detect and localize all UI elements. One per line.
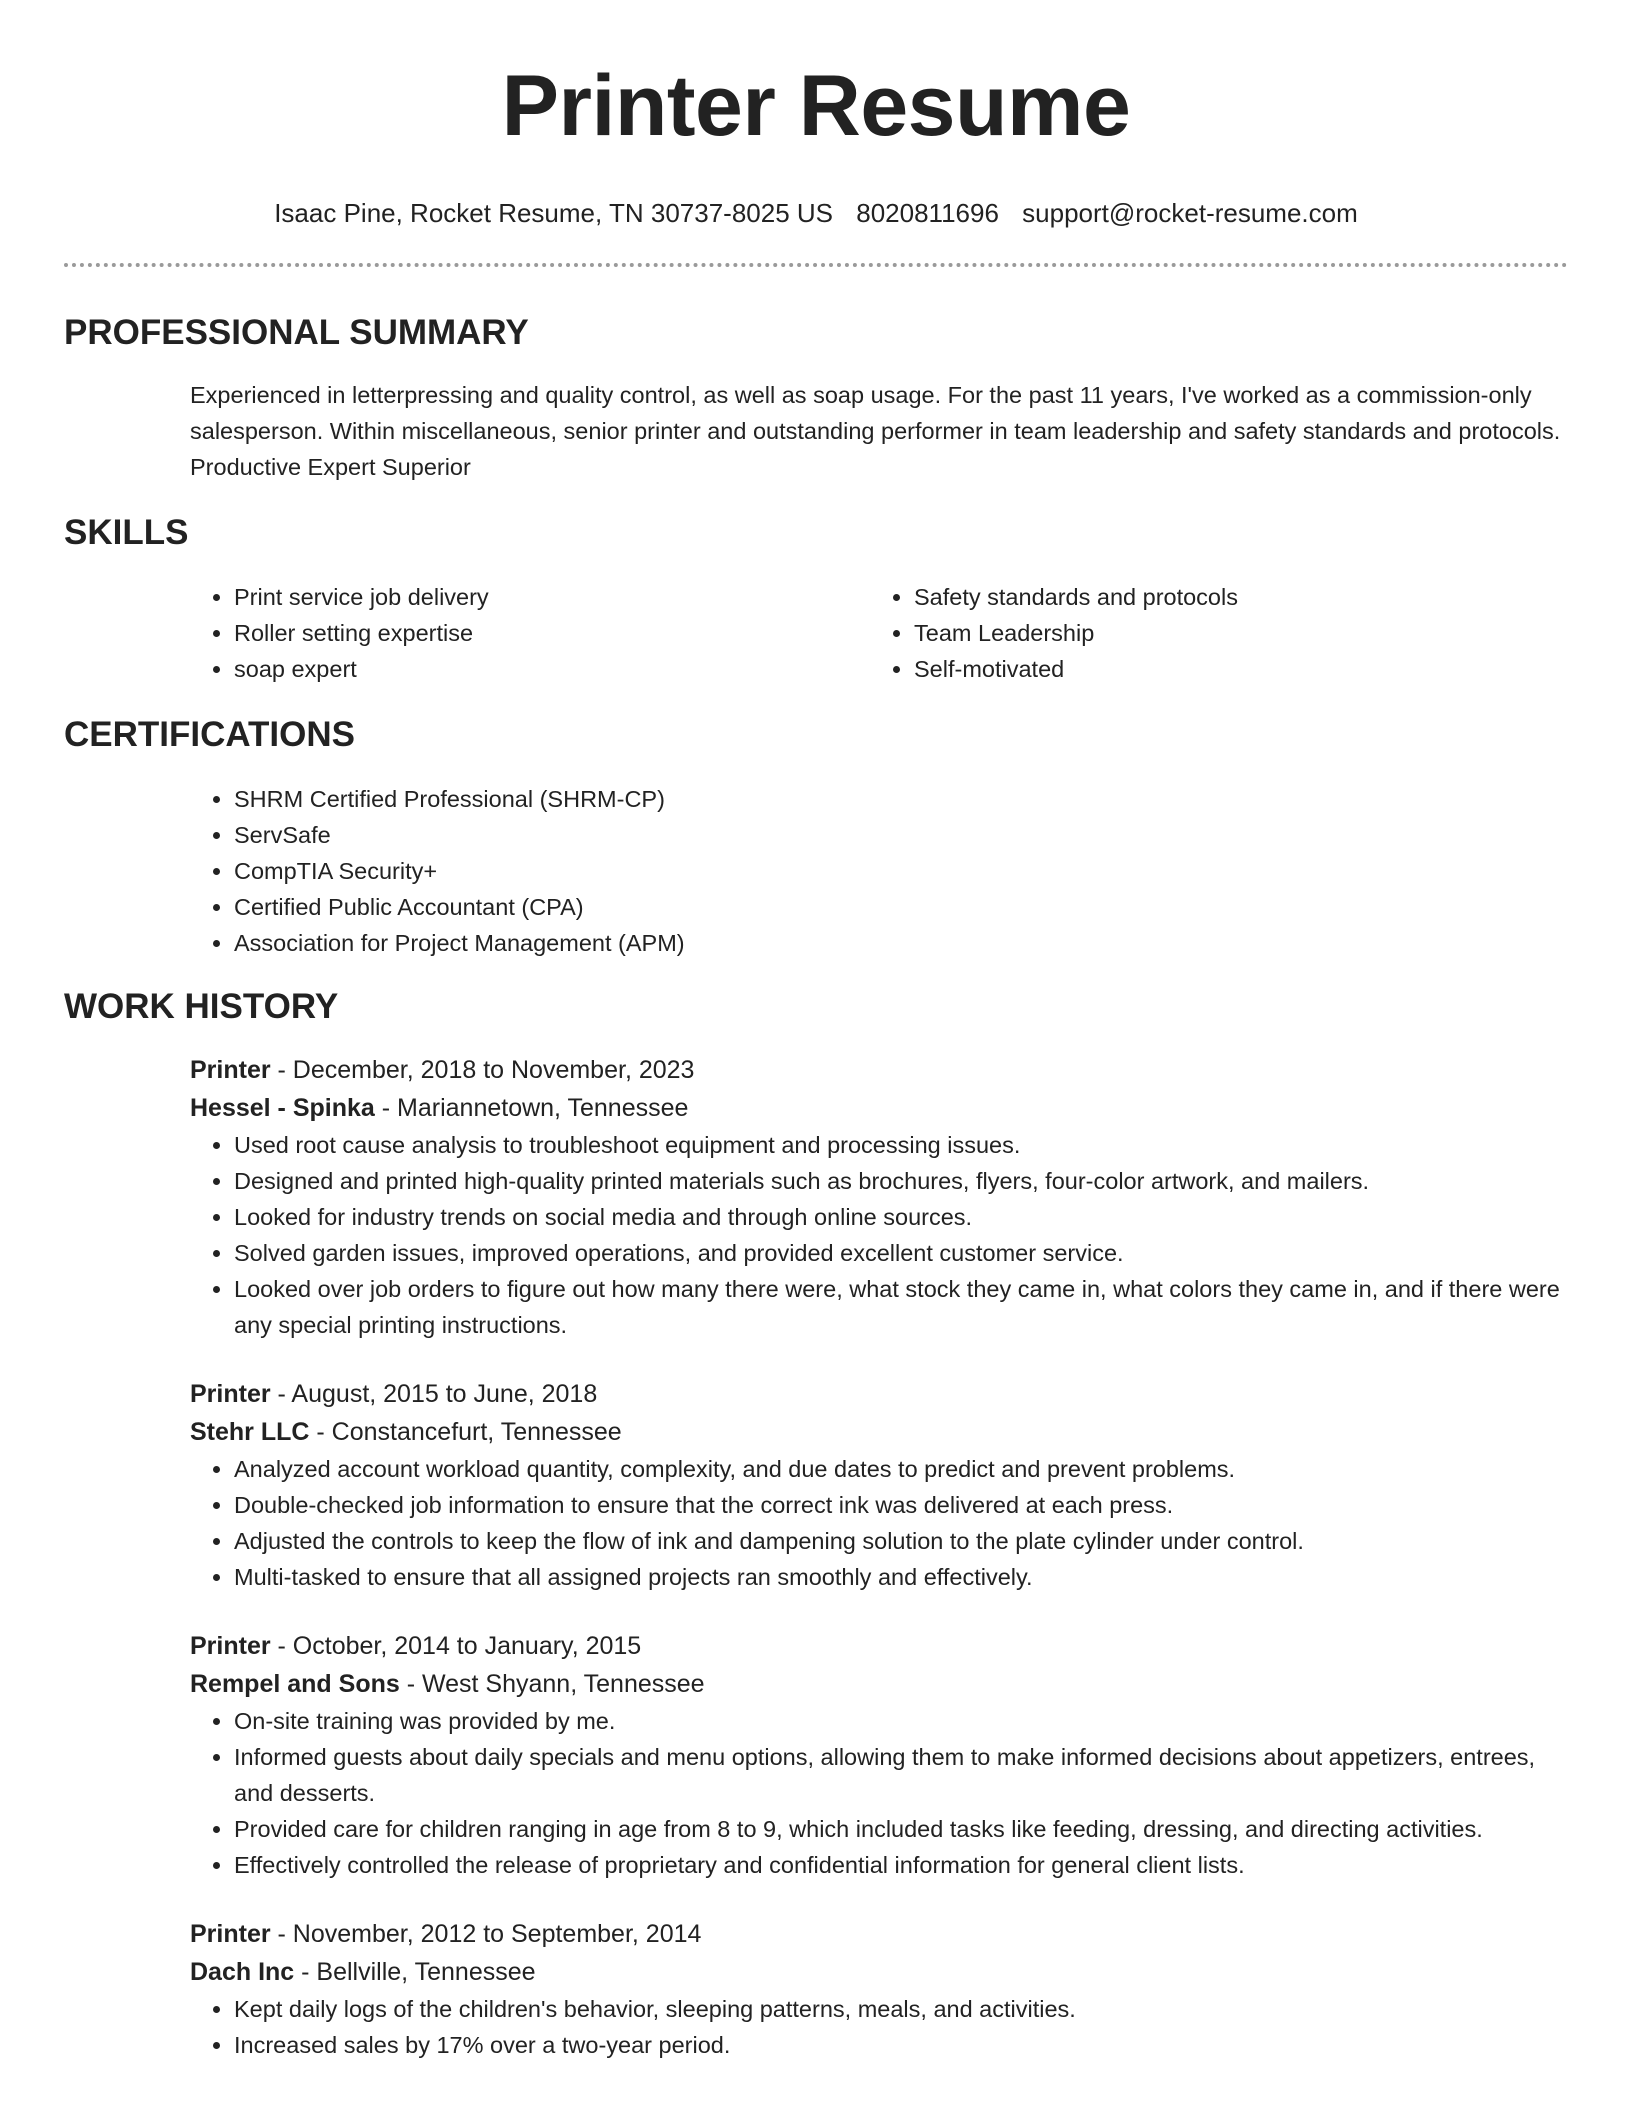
certification-item: • SHRM Certified Professional (SHRM-CP) (234, 781, 1568, 817)
job-duty: • Designed and printed high-quality printed materials such as brochures, flyers, four-color artwork, and mailers. (234, 1163, 1568, 1199)
job-duty: • Increased sales by 17% over a two-year period. (234, 2027, 1568, 2063)
job-duty: • Double-checked job information to ensure that the correct ink was delivered at each press. (234, 1487, 1568, 1523)
contact-email: support@rocket-resume.com (1022, 198, 1358, 228)
job-dates: - December, 2018 to November, 2023 (270, 1056, 695, 1084)
job-company: Hessel - Spinka (190, 1094, 375, 1122)
summary-text: Experienced in letterpressing and quality control, as well as soap usage. For the past 11 years, I've worked as a commission-only salesperson. Within miscellaneous, senior printer and outstanding performer in team leadership and safety standards and protocols. Productive Expert Superior (190, 382, 1561, 480)
job-duties (190, 1451, 1568, 1595)
job-duty: • Adjusted the controls to keep the flow of ink and dampening solution to the plate cylinder under control. (234, 1523, 1568, 1559)
header-divider (64, 263, 1568, 267)
job-duty: • Looked over job orders to figure out how many there were, what stock they came in, what colors they came in, and if there were any special printing instructions. (234, 1271, 1568, 1343)
job-duty: • Informed guests about daily specials and menu options, allowing them to make informed decisions about appetizers, entrees, and desserts. (234, 1739, 1568, 1811)
job-location: - Constancefurt, Tennessee (309, 1418, 622, 1446)
job-role: Printer (190, 1380, 271, 1408)
skill-item: • Print service job delivery (234, 579, 870, 615)
summary-heading: PROFESSIONAL SUMMARY (64, 313, 529, 352)
job-title-line (190, 1915, 1568, 1953)
job-location: - Mariannetown, Tennessee (374, 1094, 689, 1122)
job-duty: • Provided care for children ranging in age from 8 to 9, which included tasks like feeding, dressing, and directing activities. (234, 1811, 1568, 1847)
certifications-heading: CERTIFICATIONS (64, 715, 356, 754)
job-location: - West Shyann, Tennessee (399, 1670, 705, 1698)
job-dates: - November, 2012 to September, 2014 (270, 1920, 702, 1948)
job-duties (190, 1991, 1568, 2063)
skills-heading: SKILLS (64, 513, 189, 552)
job-duty: • On-site training was provided by me. (234, 1703, 1568, 1739)
certifications-bullets (190, 781, 1568, 961)
skill-item: • Safety standards and protocols (914, 579, 1550, 615)
job-duties (190, 1703, 1568, 1883)
skills-list-left (190, 579, 870, 687)
contact-address: Isaac Pine, Rocket Resume, TN 30737-8025 US (274, 198, 834, 228)
resume-title: Printer Resume (501, 58, 1131, 154)
job-role: Printer (190, 1632, 271, 1660)
job-duty: • Multi-tasked to ensure that all assigned projects ran smoothly and effectively. (234, 1559, 1568, 1595)
job-dates: - October, 2014 to January, 2015 (270, 1632, 642, 1660)
job-duty: • Looked for industry trends on social media and through online sources. (234, 1199, 1568, 1235)
job-duty: • Used root cause analysis to troubleshoot equipment and processing issues. (234, 1127, 1568, 1163)
job-company: Dach Inc (190, 1958, 295, 1986)
job-dates: - August, 2015 to June, 2018 (270, 1380, 598, 1408)
certification-item: • CompTIA Security+ (234, 853, 1568, 889)
job-company: Rempel and Sons (190, 1670, 400, 1698)
job-location: - Bellville, Tennessee (294, 1958, 536, 1986)
certification-item: • ServSafe (234, 817, 1568, 853)
certifications-list (190, 781, 1568, 961)
job-company-line (190, 1413, 1568, 1451)
contact-phone: 8020811696 (856, 198, 999, 228)
certification-item: • Association for Project Management (APM) (234, 925, 1568, 961)
job-role: Printer (190, 1056, 271, 1084)
job-entry (190, 1915, 1568, 2063)
skills-list-right (870, 579, 1550, 687)
job-entry (190, 1051, 1568, 1343)
job-company-line (190, 1089, 1568, 1127)
certification-item: • Certified Public Accountant (CPA) (234, 889, 1568, 925)
job-company-line (190, 1665, 1568, 1703)
job-entry (190, 1375, 1568, 1595)
skill-item: • soap expert (234, 651, 870, 687)
job-entry (190, 1627, 1568, 1883)
contact-line (64, 196, 1568, 230)
job-company: Stehr LLC (190, 1418, 310, 1446)
job-duty: • Analyzed account workload quantity, complexity, and due dates to predict and prevent problems. (234, 1451, 1568, 1487)
job-title-line (190, 1375, 1568, 1413)
skills-grid (190, 579, 1568, 687)
work-history-heading: WORK HISTORY (64, 987, 339, 1026)
job-title-line (190, 1627, 1568, 1665)
skill-item: • Roller setting expertise (234, 615, 870, 651)
job-duty: • Solved garden issues, improved operations, and provided excellent customer service. (234, 1235, 1568, 1271)
job-duty: • Kept daily logs of the children's behavior, sleeping patterns, meals, and activities. (234, 1991, 1568, 2027)
job-duty: • Effectively controlled the release of proprietary and confidential information for general client lists. (234, 1847, 1568, 1883)
job-company-line (190, 1953, 1568, 1991)
job-title-line (190, 1051, 1568, 1089)
skill-item: • Team Leadership (914, 615, 1550, 651)
skills-column-right (870, 579, 1550, 687)
job-role: Printer (190, 1920, 271, 1948)
skills-column-left (190, 579, 870, 687)
skill-item: • Self-motivated (914, 651, 1550, 687)
job-duties (190, 1127, 1568, 1343)
